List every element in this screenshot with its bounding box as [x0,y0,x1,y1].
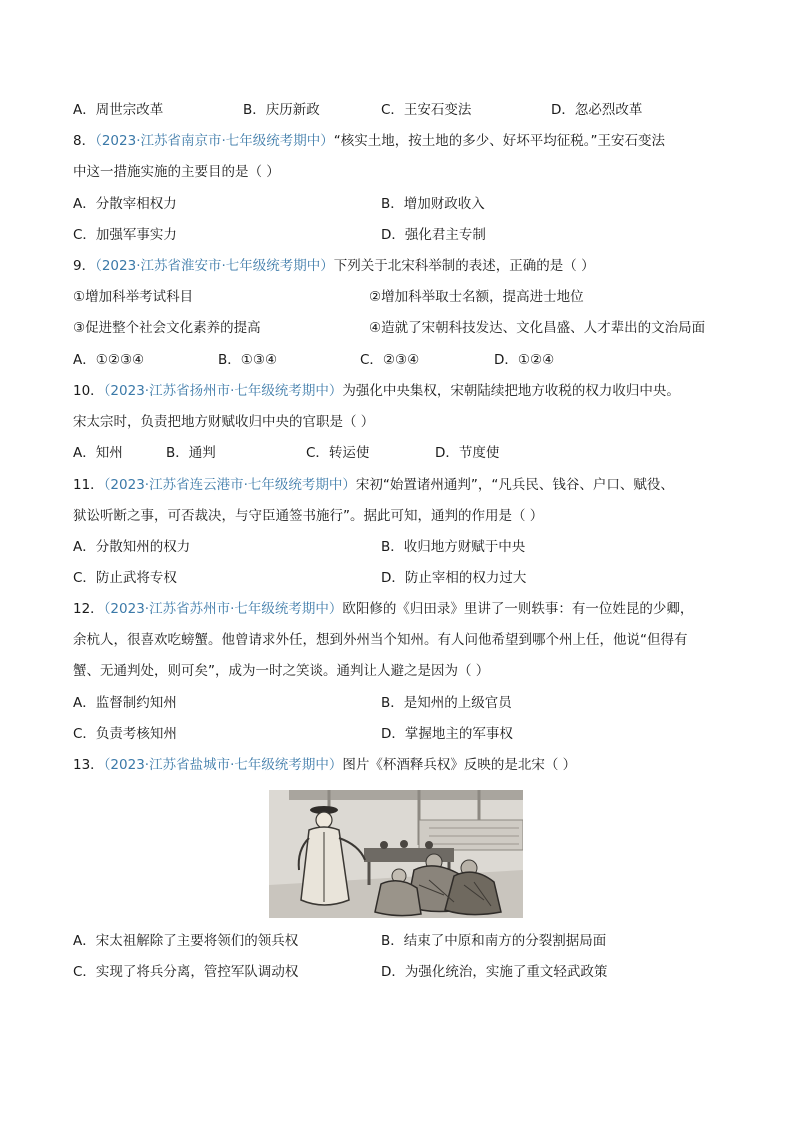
q8-stem-text-1: “核实土地，按土地的多少、好坏平均征税。”王安石变法 [333,133,666,149]
q13-option-c: C．实现了将兵分离，管控军队调动权 [73,964,299,980]
q8-option-d: D．强化君主专制 [381,227,486,243]
q10-stem [73,381,680,401]
q12-source: （2023·江苏省苏州市·七年级统考期中） [103,601,343,617]
q10-stem-line-2: 宋太宗时，负责把地方财赋收归中央的官职是（ ） [73,414,375,430]
q9-option-a: A．①②③④ [73,352,145,368]
q12-stem-line-3: 蟹、无通判处，则可矣”，成为一时之笑谈。通判让人避之是因为（ ） [73,663,490,679]
q13-illustration-image [269,790,523,918]
q7-option-a: A．周世宗改革 [73,102,164,118]
q11-stem-text-1: 宋初“始置诸州通判”，“凡兵民、钱谷、户口、赋役、 [355,477,674,493]
exam-page [73,0,733,1123]
q9-number: 9． [73,258,96,274]
q10-option-d: D．节度使 [435,445,500,461]
q12-number: 12． [73,601,104,617]
q11-option-a: A．分散知州的权力 [73,539,191,555]
q9-item-1: ①增加科举考试科目 [73,289,194,305]
q12-option-c: C．负责考核知州 [73,726,177,742]
q11-option-c: C．防止武将专权 [73,570,177,586]
q12-option-b: B．是知州的上级官员 [381,695,512,711]
q10-stem-text-1: 为强化中央集权，宋朝陆续把地方收税的权力收归中央。 [342,383,680,399]
q9-item-2: ②增加科举取士名额，提高进士地位 [369,289,584,305]
q11-source: （2023·江苏省连云港市·七年级统考期中） [103,477,356,493]
q13-stem [73,755,576,775]
q9-stem-text-1: 下列关于北宋科举制的表述，正确的是（ ） [333,258,595,274]
q13-stem-text-1: 图片《杯酒释兵权》反映的是北宋（ ） [342,757,577,773]
q7-option-c: C．王安石变法 [381,102,472,118]
q9-stem [73,256,595,276]
q10-option-c: C．转运使 [306,445,370,461]
q10-option-a: A．知州 [73,445,123,461]
q8-number: 8． [73,133,96,149]
q12-stem-line-2: 余杭人，很喜欢吃螃蟹。他曾请求外任，想到外州当个知州。有人问他希望到哪个州上任，他说“但得有 [73,632,688,648]
banquet-scene-illustration [269,790,523,918]
q9-item-4: ④造就了宋朝科技发达、文化昌盛、人才辈出的文治局面 [369,320,706,336]
q8-option-a: A．分散宰相权力 [73,196,177,212]
q13-option-b: B．结束了中原和南方的分裂割据局面 [381,933,607,949]
q11-option-b: B．收归地方财赋于中央 [381,539,526,555]
q9-item-3: ③促进整个社会文化素养的提高 [73,320,261,336]
q12-stem-text-1: 欧阳修的《归田录》里讲了一则轶事：有一位姓昆的少卿， [342,601,694,617]
q8-stem [73,131,665,151]
q11-stem-line-2: 狱讼听断之事，可否裁决，与守臣通签书施行”。据此可知，通判的作用是（ ） [73,508,544,524]
q9-option-d: D．①②④ [494,352,555,368]
q12-stem [73,599,693,619]
q9-option-b: B．①③④ [218,352,278,368]
q13-option-a: A．宋太祖解除了主要将领们的领兵权 [73,933,299,949]
q7-option-d: D．忽必烈改革 [551,102,643,118]
q8-option-c: C．加强军事实力 [73,227,177,243]
q10-number: 10． [73,383,104,399]
q13-option-d: D．为强化统治，实施了重文轻武政策 [381,964,608,980]
q11-stem [73,475,674,495]
q12-option-a: A．监督制约知州 [73,695,177,711]
q12-option-d: D．掌握地主的军事权 [381,726,513,742]
q10-source: （2023·江苏省扬州市·七年级统考期中） [103,383,343,399]
q9-option-c: C．②③④ [360,352,420,368]
q8-stem-line-2: 中这一措施实施的主要目的是（ ） [73,164,280,180]
q9-source: （2023·江苏省淮安市·七年级统考期中） [95,258,334,274]
q8-source: （2023·江苏省南京市·七年级统考期中） [95,133,334,149]
q7-option-b: B．庆历新政 [243,102,320,118]
q10-option-b: B．通判 [166,445,216,461]
q13-number: 13． [73,757,104,773]
q11-number: 11． [73,477,104,493]
q8-option-b: B．增加财政收入 [381,196,485,212]
q13-source: （2023·江苏省盐城市·七年级统考期中） [103,757,343,773]
q11-option-d: D．防止宰相的权力过大 [381,570,527,586]
